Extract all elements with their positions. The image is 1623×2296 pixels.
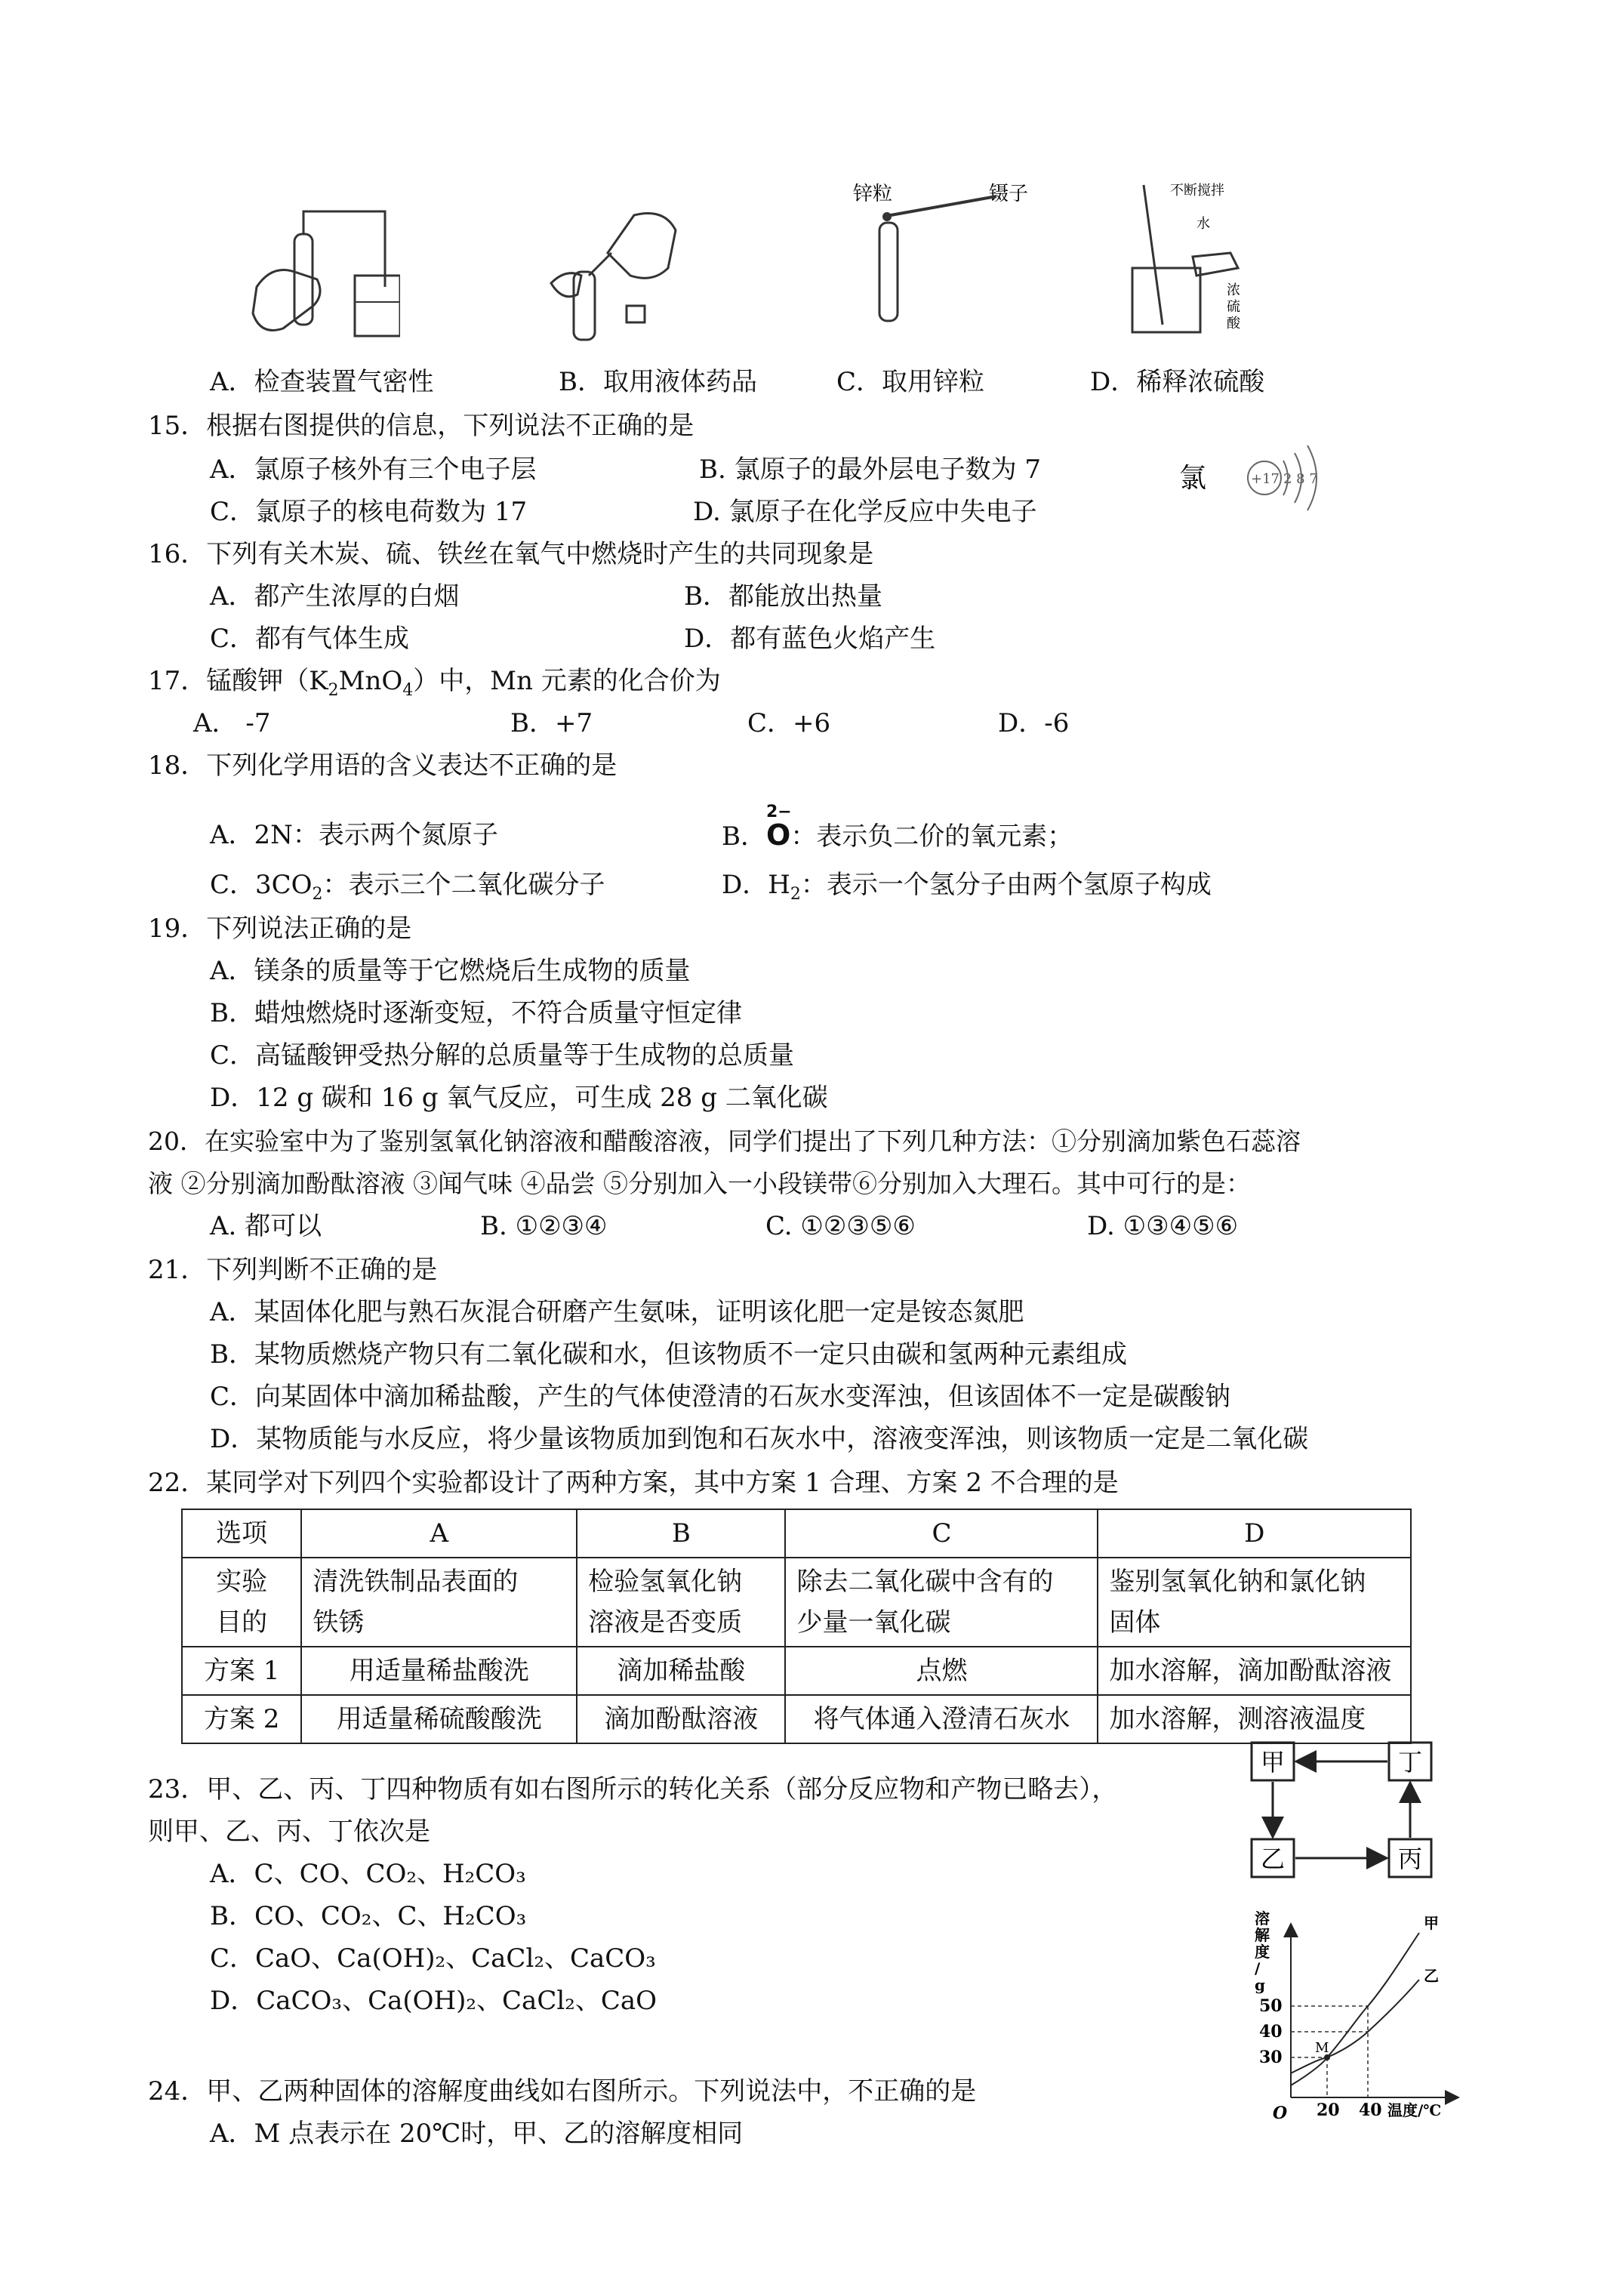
table-cell: 将气体通入澄清石灰水	[785, 1695, 1098, 1743]
acid-label-2: 硫	[1227, 299, 1240, 315]
q23-line2: 则甲、乙、丙、丁依次是	[148, 1817, 430, 1847]
q19-stem: 19．下列说法正确的是	[148, 914, 412, 944]
q18-c-sub: 2	[312, 884, 323, 904]
q18-d-text: D．H	[722, 870, 790, 900]
solubility-curve-graph	[1253, 1903, 1472, 2122]
pour-liquid-figure	[544, 200, 694, 351]
q19-option-d: D．12 g 碳和 16 g 氧气反应，可生成 28 g 二氧化碳	[210, 1083, 828, 1113]
graph-xtick-20: 20	[1317, 2100, 1340, 2120]
graph-ytick-40: 40	[1259, 2022, 1283, 2042]
q18-stem: 18．下列化学用语的含义表达不正确的是	[148, 750, 617, 781]
table-cell: 点燃	[785, 1647, 1098, 1695]
q15-option-c: C．氯原子的核电荷数为 17	[210, 497, 528, 527]
node-ding-label: 丁	[1398, 1748, 1423, 1777]
acid-label-1: 浓	[1227, 282, 1240, 298]
graph-ylabel: 溶解度/ g	[1255, 1909, 1270, 1994]
table-row	[182, 1647, 1411, 1695]
table-cell: 鉴别氢氧化钠和氯化钠 固体	[1098, 1558, 1411, 1647]
table-header-cell: A	[301, 1509, 577, 1558]
q18-b-symbol	[766, 803, 792, 852]
q15-option-d: D. 氯原子在化学反应中失电子	[693, 497, 1037, 527]
q20-option-a: A. 都可以	[210, 1211, 322, 1241]
table-header-cell: 选项	[182, 1509, 301, 1558]
table-cell: 加水溶解，滴加酚酞溶液	[1098, 1647, 1411, 1695]
q21-stem: 21．下列判断不正确的是	[148, 1255, 438, 1285]
table-cell: 方案 1	[182, 1647, 301, 1695]
q21-option-a: A．某固体化肥与熟石灰混合研磨产生氨味，证明该化肥一定是铵态氮肥	[210, 1297, 1024, 1327]
q22-stem: 22．某同学对下列四个实验都设计了两种方案，其中方案 1 合理、方案 2 不合理的是	[148, 1468, 1119, 1498]
q16-option-b: B．都能放出热量	[684, 581, 882, 612]
fig-a-label: A．检查装置气密性	[210, 367, 434, 397]
q17-sub1: 2	[328, 680, 339, 700]
q19-option-b: B．蜡烛燃烧时逐渐变短，不符合质量守恒定律	[210, 998, 742, 1028]
q18-b-charge: 2−	[766, 803, 792, 821]
table-row	[182, 1558, 1411, 1647]
q17-option-d: D．-6	[998, 708, 1070, 738]
q16-option-a: A．都产生浓厚的白烟	[210, 581, 460, 612]
node-yi-label: 乙	[1261, 1845, 1286, 1873]
q17-stem-pre: 17．锰酸钾（K	[148, 666, 328, 696]
q18-d-post: ：表示一个氢分子由两个氢原子构成	[800, 870, 1212, 900]
q20-option-c: C. ①②③⑤⑥	[765, 1211, 916, 1241]
q18-d-sub: 2	[790, 884, 801, 904]
q24-option-a: A．M 点表示在 20℃时，甲、乙的溶解度相同	[210, 2119, 744, 2149]
q17-stem-post: ）中，Mn 元素的化合价为	[413, 666, 721, 696]
q17-option-c: C．+6	[747, 708, 831, 738]
dilute-acid-figure	[1117, 181, 1291, 340]
electron-shells: 2 8 7	[1283, 471, 1318, 487]
q24-stem: 24．甲、乙两种固体的溶解度曲线如右图所示。下列说法中，不正确的是	[148, 2076, 977, 2106]
graph-xtick-40: 40	[1359, 2100, 1382, 2120]
table-cell: 除去二氧化碳中含有的 少量一氧化碳	[785, 1558, 1098, 1647]
table-header-cell: D	[1098, 1509, 1411, 1558]
table-cell: 滴加酚酞溶液	[577, 1695, 785, 1743]
q20-option-d: D. ①③④⑤⑥	[1087, 1211, 1239, 1241]
q19-option-a: A．镁条的质量等于它燃烧后生成物的质量	[210, 956, 691, 986]
curve-jia-label: 甲	[1424, 1914, 1439, 1932]
acid-label-3: 酸	[1227, 316, 1240, 331]
q23-line1: 23．甲、乙、丙、丁四种物质有如右图所示的转化关系（部分反应物和产物已略去），	[148, 1774, 1118, 1804]
curve-yi-label: 乙	[1424, 1967, 1439, 1985]
table-row	[182, 1695, 1411, 1743]
fig-d-label: D．稀释浓硫酸	[1090, 367, 1265, 397]
q16-option-c: C．都有气体生成	[210, 624, 410, 654]
q23-option-a: A．C、CO、CO₂、H₂CO₃	[210, 1859, 526, 1889]
table-header-row	[182, 1509, 1411, 1558]
table-cell: 用适量稀盐酸洗	[301, 1647, 577, 1695]
q23-option-d: D．CaCO₃、Ca(OH)₂、CaCl₂、CaO	[210, 1986, 657, 2016]
table-cell: 检验氢氧化钠 溶液是否变质	[577, 1558, 785, 1647]
curve-jia	[1291, 1933, 1419, 2085]
graph-ytick-30: 30	[1259, 2048, 1283, 2067]
tweezers-label: 镊子	[989, 183, 1029, 205]
q20-line2: 液 ②分别滴加酚酞溶液 ③闻气味 ④品尝 ⑤分别加入一小段镁带⑥分别加入大理石。其中可行的是：	[148, 1169, 1251, 1198]
q15-stem: 15．根据右图提供的信息，下列说法不正确的是	[148, 411, 694, 441]
fig-b-label: B．取用液体药品	[559, 367, 757, 397]
q16-stem: 16．下列有关木炭、硫、铁丝在氧气中燃烧时产生的共同现象是	[148, 539, 874, 569]
zinc-label: 锌粒	[853, 183, 893, 205]
graph-origin: O	[1273, 2103, 1288, 2122]
q15-option-a: A．氯原子核外有三个电子层	[210, 455, 537, 485]
q18-option-a: A．2N：表示两个氮原子	[210, 820, 498, 850]
point-m-label: M	[1315, 2040, 1329, 2056]
stir-label: 不断搅拌	[1170, 183, 1224, 199]
chlorine-atom-structure-diagram	[1178, 430, 1329, 521]
q18-option-b	[722, 803, 1073, 852]
q17-option-b: B．+7	[510, 708, 593, 738]
q18-option-c	[210, 870, 605, 910]
q21-option-c: C．向某固体中滴加稀盐酸，产生的气体使澄清的石灰水变浑浊，但该固体不一定是碳酸钠	[210, 1382, 1231, 1412]
q15-option-b: B. 氯原子的最外层电子数为 7	[699, 455, 1042, 485]
q17-option-a: A． -7	[193, 708, 271, 738]
q21-option-b: B．某物质燃烧产物只有二氧化碳和水，但该物质不一定只由碳和氢两种元素组成	[210, 1339, 1127, 1370]
table-cell: 方案 2	[182, 1695, 301, 1743]
table-cell: 清洗铁制品表面的 铁锈	[301, 1558, 577, 1647]
conversion-diagram	[1246, 1737, 1472, 1888]
q19-option-c: C．高锰酸钾受热分解的总质量等于生成物的总质量	[210, 1040, 795, 1071]
table-cell: 用适量稀硫酸酸洗	[301, 1695, 577, 1743]
nucleus-charge: +17	[1251, 471, 1280, 487]
q17-sub2: 4	[402, 680, 414, 700]
q18-c-post: ：表示三个二氧化碳分子	[322, 870, 605, 900]
take-zinc-figure	[845, 181, 1042, 332]
node-jia-label: 甲	[1261, 1748, 1286, 1777]
q18-c-text: C．3CO	[210, 870, 313, 900]
table-cell: 滴加稀盐酸	[577, 1647, 785, 1695]
q21-option-d: D．某物质能与水反应，将少量该物质加到饱和石灰水中，溶液变浑浊，则该物质一定是二氧化碳	[210, 1424, 1309, 1454]
q17-stem	[148, 666, 721, 706]
q20-option-b: B. ①②③④	[480, 1211, 608, 1241]
q17-stem-mid: MnO	[338, 666, 403, 696]
graph-xlabel: 温度/℃	[1387, 2101, 1442, 2119]
table-cell: 加水溶解，测溶液温度	[1098, 1695, 1411, 1743]
node-bing-label: 丙	[1398, 1845, 1423, 1873]
q23-option-c: C．CaO、Ca(OH)₂、CaCl₂、CaCO₃	[210, 1943, 656, 1974]
airtightness-apparatus-figure	[242, 204, 400, 347]
q22-table	[181, 1509, 1412, 1744]
table-header-cell: C	[785, 1509, 1098, 1558]
q20-line1: 20．在实验室中为了鉴别氢氧化钠溶液和醋酸溶液，同学们提出了下列几种方法：①分别滴加紫色石蕊溶	[148, 1126, 1301, 1156]
table-header-cell: B	[577, 1509, 785, 1558]
q16-option-d: D．都有蓝色火焰产生	[684, 624, 936, 654]
graph-ytick-50: 50	[1259, 1996, 1283, 2016]
water-label: 水	[1196, 216, 1210, 232]
q18-b-symbol-letter: O	[766, 818, 791, 852]
fig-c-label: C．取用锌粒	[836, 367, 985, 397]
q18-option-d	[722, 870, 1212, 910]
curve-yi	[1291, 1980, 1419, 2073]
element-name: 氯	[1179, 463, 1207, 494]
q18-b-post: ：表示负二价的氧元素；	[790, 821, 1073, 852]
q18-b-prefix: B．	[722, 821, 766, 852]
table-cell: 实验 目的	[182, 1558, 301, 1647]
q23-option-b: B．CO、CO₂、C、H₂CO₃	[210, 1901, 527, 1931]
